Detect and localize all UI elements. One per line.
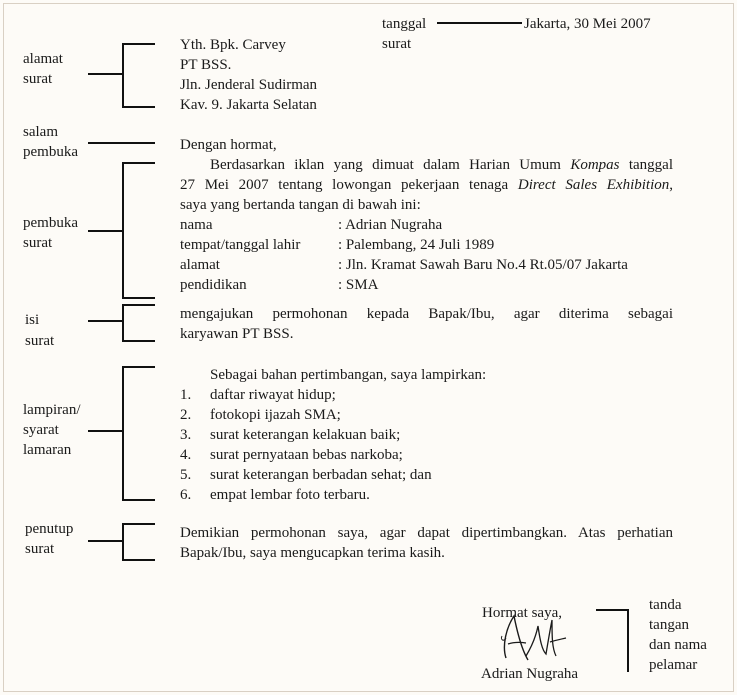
- bracket-line: [122, 162, 124, 298]
- list-number: 4.: [180, 447, 192, 463]
- list-item: [180, 405, 432, 425]
- bracket-line: [122, 366, 155, 368]
- label-line: tangan: [649, 617, 689, 633]
- letter-date: Jakarta, 30 Mei 2007: [524, 16, 651, 32]
- connector-line: [88, 73, 123, 75]
- field-value: : SMA: [338, 277, 379, 293]
- list-number: 1.: [180, 387, 192, 403]
- closing-paragraph: [180, 523, 673, 563]
- connector-line: [437, 22, 522, 24]
- content-paragraph: [180, 304, 673, 344]
- opening-text: 27 Mei 2007 tentang lowongan pekerjaan tenaga: [180, 177, 518, 193]
- field-value: : Adrian Nugraha: [338, 217, 443, 233]
- opening-text: tanggal: [619, 157, 673, 173]
- list-text: surat pernyataan bebas narkoba;: [210, 447, 403, 463]
- label-line: alamat: [23, 51, 63, 67]
- label-line: surat: [382, 36, 412, 52]
- list-item: [180, 465, 432, 485]
- list-item: [180, 425, 432, 445]
- opening-paragraph: [180, 155, 673, 215]
- label-line: pembuka: [23, 215, 78, 231]
- bracket-line: [122, 106, 155, 108]
- label-pembuka-surat: [23, 213, 78, 253]
- list-number: 5.: [180, 467, 192, 483]
- field-row: [180, 275, 628, 295]
- connector-line: [88, 430, 123, 432]
- label-line: lampiran/: [23, 402, 81, 418]
- address-line: Yth. Bpk. Carvey: [180, 37, 286, 53]
- connector-line: [88, 230, 123, 232]
- attachments-intro: Sebagai bahan pertimbangan, saya lampirkan:: [210, 367, 487, 383]
- list-text: surat keterangan berbadan sehat; dan: [210, 467, 432, 483]
- connector-line: [88, 142, 155, 144]
- list-item: [180, 485, 432, 505]
- label-line: syarat: [23, 422, 59, 438]
- bracket-line: [122, 523, 124, 560]
- field-label: tempat/tanggal lahir: [180, 237, 301, 253]
- signer-name: Adrian Nugraha: [481, 666, 579, 682]
- bracket-line: [122, 304, 155, 306]
- newspaper-name: Kompas: [570, 157, 620, 173]
- list-number: 6.: [180, 487, 192, 503]
- content-line: karyawan PT BSS.: [180, 326, 294, 342]
- field-label: pendidikan: [180, 277, 247, 293]
- field-label: alamat: [180, 257, 220, 273]
- signoff: Hormat saya,: [482, 605, 562, 621]
- label-alamat-surat: [23, 49, 63, 89]
- field-value: : Palembang, 24 Juli 1989: [338, 237, 495, 253]
- opening-line: [180, 175, 673, 195]
- list-item: [180, 385, 432, 405]
- label-line: salam: [23, 124, 58, 140]
- label-line: surat: [23, 235, 53, 251]
- address-line: Jln. Jenderal Sudirman: [180, 77, 318, 93]
- applicant-fields: [180, 215, 628, 295]
- field-row: [180, 215, 628, 235]
- list-text: fotokopi ijazah SMA;: [210, 407, 341, 423]
- bracket-line: [122, 43, 155, 45]
- bracket-line: [122, 499, 155, 501]
- bracket-line: [596, 609, 628, 611]
- opening-text: ,: [669, 177, 673, 193]
- opening-line: [180, 155, 673, 175]
- closing-line: Bapak/Ibu, saya mengucapkan terima kasih.: [180, 545, 445, 561]
- opening-text: Berdasarkan iklan yang dimuat dalam Harian Umum: [210, 157, 571, 173]
- label-line: penutup: [25, 521, 74, 537]
- bracket-line: [122, 559, 155, 561]
- label-line: pembuka: [23, 144, 78, 160]
- connector-line: [88, 320, 123, 322]
- address-line: PT BSS.: [180, 57, 232, 73]
- bracket-line: [122, 304, 124, 341]
- field-row: [180, 255, 628, 275]
- field-value: : Jln. Kramat Sawah Baru No.4 Rt.05/07 Jakarta: [338, 257, 628, 273]
- label-isi-surat: [25, 310, 54, 352]
- recipient-address: [180, 35, 317, 115]
- field-row: [180, 235, 628, 255]
- attachments-list: [180, 385, 432, 505]
- field-label: nama: [180, 217, 213, 233]
- address-line: Kav. 9. Jakarta Selatan: [180, 97, 317, 113]
- greeting: Dengan hormat,: [180, 137, 277, 153]
- letter-frame: [3, 3, 734, 692]
- bracket-line: [122, 340, 155, 342]
- job-title: Direct Sales Exhibition: [517, 177, 670, 193]
- label-line: surat: [23, 71, 53, 87]
- list-number: 3.: [180, 427, 192, 443]
- list-text: surat keterangan kelakuan baik;: [210, 427, 401, 443]
- label-line: isi: [25, 312, 40, 328]
- closing-line: Demikian permohonan saya, agar dapat dipertimbangkan. Atas perhatian: [180, 525, 673, 541]
- bracket-line: [122, 366, 124, 500]
- label-tanda-tangan: [649, 595, 707, 675]
- label-line: dan nama: [649, 637, 707, 653]
- list-number: 2.: [180, 407, 192, 423]
- label-line: surat: [25, 333, 55, 349]
- label-line: lamaran: [23, 442, 72, 458]
- list-text: daftar riwayat hidup;: [210, 387, 336, 403]
- label-tanggal-surat: [382, 14, 426, 54]
- connector-line: [88, 540, 123, 542]
- handwritten-signature: [492, 606, 572, 668]
- list-item: [180, 445, 432, 465]
- label-penutup-surat: [25, 519, 73, 559]
- label-line: pelamar: [649, 657, 698, 673]
- label-line: tanggal: [382, 16, 427, 32]
- label-lampiran: [23, 400, 80, 460]
- label-line: surat: [25, 541, 55, 557]
- opening-line: saya yang bertanda tangan di bawah ini:: [180, 197, 421, 213]
- bracket-line: [122, 43, 124, 107]
- content-line: mengajukan permohonan kepada Bapak/Ibu, agar diterima sebagai: [180, 306, 673, 322]
- bracket-line: [122, 523, 155, 525]
- bracket-line: [627, 609, 629, 672]
- list-text: empat lembar foto terbaru.: [210, 487, 370, 503]
- label-salam-pembuka: [23, 122, 78, 162]
- bracket-line: [122, 297, 155, 299]
- label-line: tanda: [649, 597, 682, 613]
- bracket-line: [122, 162, 155, 164]
